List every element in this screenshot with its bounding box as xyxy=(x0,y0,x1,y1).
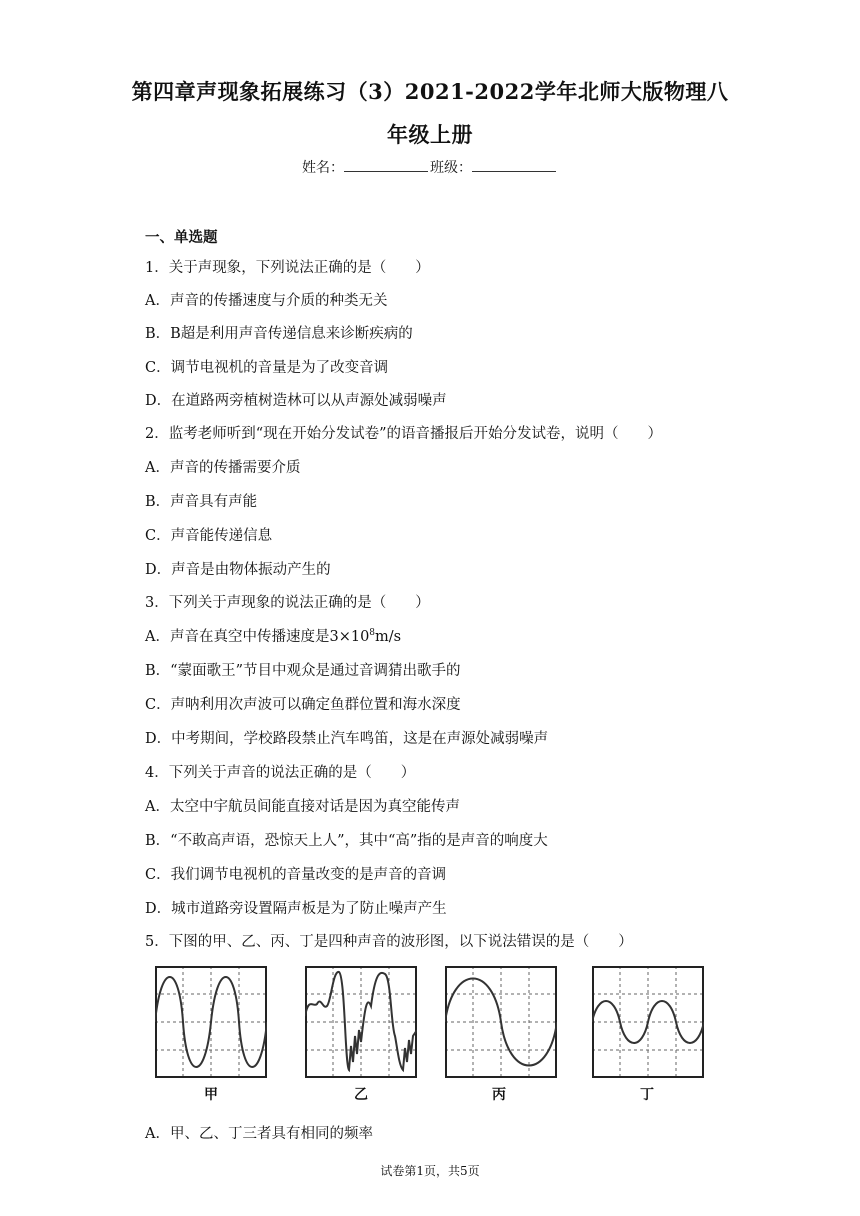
q1-option-a: A．声音的传播速度与介质的种类无关 xyxy=(145,293,388,309)
q4-option-d: D．城市道路旁设置隔声板是为了防止噪声产生 xyxy=(145,901,447,917)
wave-label-jia: 甲 xyxy=(204,1087,218,1103)
student-info-line xyxy=(0,157,860,177)
wave-label-bing: 丙 xyxy=(492,1087,506,1103)
q1-option-d: D．在道路两旁植树造林可以从声源处减弱噪声 xyxy=(145,393,447,409)
q1-option-b: B．B超是利用声音传递信息来诊断疾病的 xyxy=(145,326,413,342)
q2-stem: 2．监考老师听到“现在开始分发试卷”的语音播报后开始分发试卷，说明（ ） xyxy=(145,426,663,442)
page-footer: 试卷第1页，共5页 xyxy=(380,1164,480,1178)
q4-stem: 4．下列关于声音的说法正确的是（ ） xyxy=(145,765,416,781)
name-label: 姓名： xyxy=(302,160,344,176)
q2-option-c: C．声音能传递信息 xyxy=(145,528,273,544)
q3-stem: 3．下列关于声现象的说法正确的是（ ） xyxy=(145,595,430,611)
waveform-jia xyxy=(155,966,267,1078)
wave-label-ding: 丁 xyxy=(640,1087,654,1103)
name-blank[interactable] xyxy=(344,158,428,172)
waveform-bing xyxy=(445,966,557,1078)
q4-option-a: A．太空中宇航员间能直接对话是因为真空能传声 xyxy=(145,799,460,815)
q3-option-b: B．“蒙面歌王”节目中观众是通过音调猜出歌手的 xyxy=(145,663,461,679)
q4-option-c: C．我们调节电视机的音量改变的是声音的音调 xyxy=(145,867,447,883)
q3-option-a: A．声音在真空中传播速度是$3\times 10^8m/s$ xyxy=(145,628,402,645)
q2-option-b: B．声音具有声能 xyxy=(145,494,258,510)
q3-option-d: D．中考期间，学校路段禁止汽车鸣笛，这是在声源处减弱噪声 xyxy=(145,731,549,747)
q2-option-d: D．声音是由物体振动产生的 xyxy=(145,562,331,578)
q2-option-a: A．声音的传播需要介质 xyxy=(145,460,301,476)
waveform-ding xyxy=(592,966,704,1078)
page-title-line-1: 第四章声现象拓展练习（3）2021-2022学年北师大版物理八 xyxy=(131,79,729,104)
section-heading: 一、单选题 xyxy=(145,229,218,246)
q1-option-c: C．调节电视机的音量是为了改变音调 xyxy=(145,360,389,376)
class-blank[interactable] xyxy=(472,158,556,172)
q5-stem: 5．下图的甲、乙、丙、丁是四种声音的波形图，以下说法错误的是（ ） xyxy=(145,934,633,950)
q5-option-a: A．甲、乙、丁三者具有相同的频率 xyxy=(145,1126,373,1142)
wave-label-yi: 乙 xyxy=(354,1087,368,1103)
class-label: 班级： xyxy=(430,160,472,176)
q4-option-b: B．“不敢高声语，恐惊天上人”，其中“高”指的是声音的响度大 xyxy=(145,833,548,849)
waveform-yi xyxy=(305,966,417,1078)
q3-option-c: C．声呐利用次声波可以确定鱼群位置和海水深度 xyxy=(145,697,461,713)
page-title-line-2: 年级上册 xyxy=(387,122,473,147)
q1-stem: 1．关于声现象，下列说法正确的是（ ） xyxy=(145,260,430,276)
